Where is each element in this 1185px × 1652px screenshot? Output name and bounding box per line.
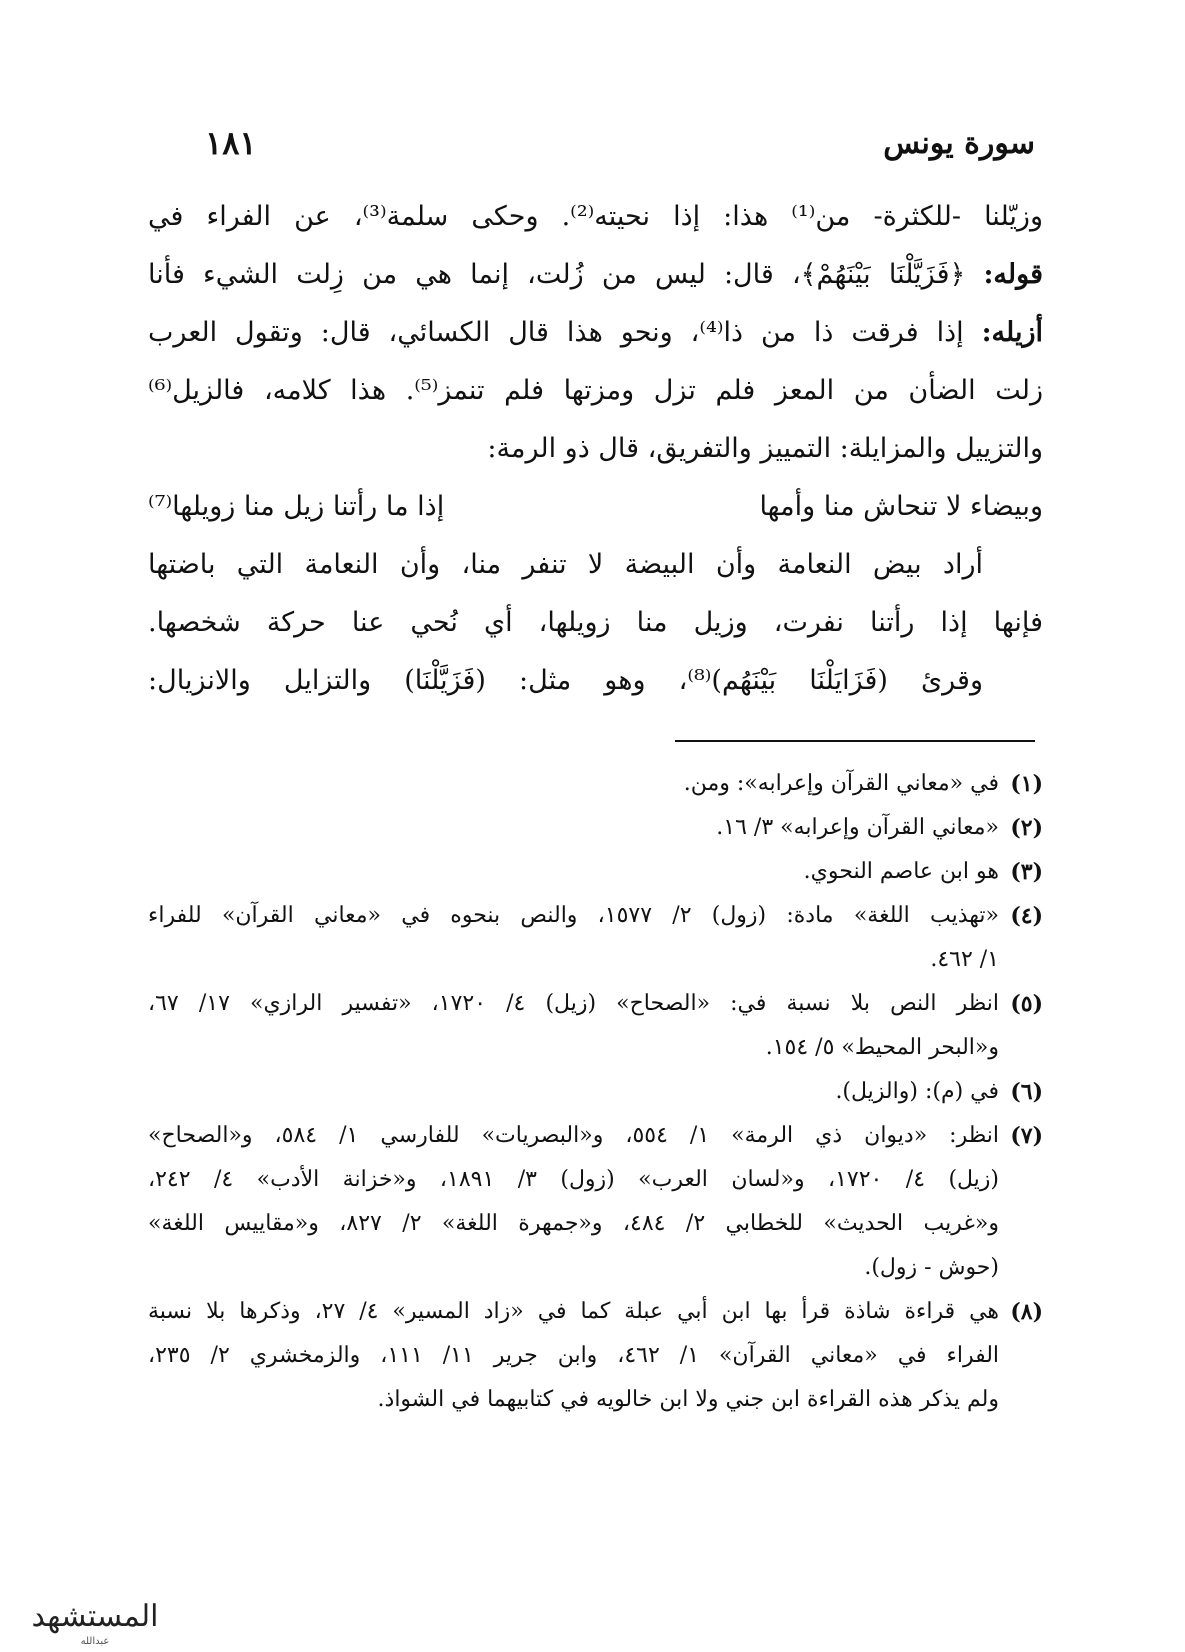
footnote-text: [148, 982, 999, 1070]
footnote-line: في (م): (والزيل).: [835, 1079, 999, 1104]
logo-text: المستشهد: [31, 1599, 159, 1634]
footnote-number: (٤): [1010, 903, 1043, 929]
footnote-line: «معاني القرآن وإعرابه» ٣/ ١٦.: [716, 815, 999, 840]
footnote-line: انظر النص بلا نسبة في: «الصحاح» (زيل) ٤/ ١٧٢٠، «تفسير الرازي» ١٧/ ٦٧،: [148, 991, 1000, 1016]
footnote-line: و«غريب الحديث» للخطابي ٢/ ٤٨٤، و«جمهرة اللغة» ٢/ ٨٢٧، و«مقاييس اللغة»: [148, 1211, 999, 1236]
footnote-number: (١): [1010, 771, 1043, 797]
footnote-4: [148, 894, 1043, 982]
text-line-1: وزيّلنا -للكثرة- من⁽¹⁾ هذا: إذا نحيته⁽²⁾. وحكى سلمة⁽³⁾، عن الفراء في: [148, 201, 1043, 232]
footnote-1: [148, 762, 1043, 806]
footnote-number: (٣): [1010, 859, 1043, 885]
footnote-line: في «معاني القرآن وإعرابه»: ومن.: [683, 771, 999, 796]
footnote-text: [148, 1290, 999, 1422]
text-line-3: [148, 304, 1043, 362]
footnote-text: [148, 850, 999, 894]
surah-title: سورة يونس: [883, 125, 1035, 161]
verse-second-hemistich: إذا ما رأتنا زيل منا زويلها⁽⁷⁾: [148, 491, 445, 522]
footnote-5: [148, 982, 1043, 1070]
footnote-line: انظر: «ديوان ذي الرمة» ١/ ٥٥٤، و«البصريات» للفارسي ١/ ٥٨٤، و«الصحاح»: [148, 1123, 1000, 1148]
footnote-line: (حوش - زول).: [864, 1255, 999, 1280]
poetry-verse: [148, 478, 1043, 536]
verse-first-hemistich: وبيضاء لا تنحاش منا وأمها: [759, 491, 1043, 522]
footnote-text: [148, 894, 999, 982]
main-text: [148, 188, 1043, 710]
footnote-text: [148, 762, 999, 806]
footnote-line: (زيل) ٤/ ١٧٢٠، و«لسان العرب» (زول) ٣/ ١٨٩١، و«خزانة الأدب» ٤/ ٢٤٢،: [148, 1167, 1000, 1192]
footnote-number: (٧): [1010, 1123, 1043, 1149]
text-line-5: والتزييل والمزايلة: التمييز والتفريق، قال ذو الرمة:: [487, 433, 1043, 464]
library-logo: [10, 1588, 180, 1648]
text-line-2: [148, 246, 1043, 304]
footnote-text: [148, 806, 999, 850]
text-line-9: وقرئ (فَزَايَلْنَا بَيْنَهُم)⁽⁸⁾، وهو مثل: (فَزَيَّلْنَا) والتزايل والانزيال:: [148, 665, 983, 696]
footnote-8: [148, 1290, 1043, 1422]
footnote-3: [148, 850, 1043, 894]
footnote-line: و«البحر المحيط» ٥/ ١٥٤.: [765, 1035, 999, 1060]
text-line-8: فإنها إذا رأتنا نفرت، وزيل منا زويلها، أي نُحي عنا حركة شخصها.: [148, 607, 1043, 638]
text-line-3-rest: إذا فرقت ذا من ذا⁽⁴⁾، ونحو هذا قال الكسائي، قال: وتقول العرب: [148, 317, 964, 348]
footnote-line: «تهذيب اللغة» مادة: (زول) ٢/ ١٥٧٧، والنص بنحوه في «معاني القرآن» للفراء: [148, 903, 1000, 928]
page-number: ١٨١: [205, 124, 257, 162]
text-line-7: أراد بيض النعامة وأن البيضة لا تنفر منا، وأن النعامة التي باضتها: [148, 549, 983, 580]
footnote-6: [148, 1070, 1043, 1114]
footnotes: [148, 762, 1043, 1422]
footnote-line: الفراء في «معاني القرآن» ١/ ٤٦٢، وابن جرير ١١/ ١١١، والزمخشري ٢/ ٢٣٥،: [148, 1343, 1000, 1368]
footnote-number: (٢): [1010, 815, 1043, 841]
footnote-number: (٥): [1010, 991, 1043, 1017]
footnote-number: (٦): [1010, 1079, 1043, 1105]
footnote-text: [148, 1070, 999, 1114]
footnote-2: [148, 806, 1043, 850]
text-line-2-rest: ﴿فَزَيَّلْنَا بَيْنَهُمْ﴾، قال: ليس من زُلت، إنما هي من زِلت الشيء فأنا: [148, 259, 966, 290]
footnote-7: [148, 1114, 1043, 1290]
footnote-number: (٨): [1010, 1299, 1043, 1325]
footnote-text: [148, 1114, 999, 1290]
footnote-line: ولم يذكر هذه القراءة ابن جني ولا ابن خالويه في كتابيهما في الشواذ.: [377, 1387, 999, 1412]
footnote-divider: [675, 740, 1035, 742]
text-line-2-lead: قوله:: [983, 259, 1043, 290]
calligraphy-logo-icon: [10, 1588, 180, 1648]
footnote-line: هو ابن عاصم النحوي.: [803, 859, 999, 884]
text-line-3-lead: أزيله:: [981, 317, 1043, 348]
footnote-line: هي قراءة شاذة قرأ بها ابن أبي عبلة كما في «زاد المسير» ٤/ ٢٧، وذكرها بلا نسبة: [148, 1299, 1000, 1324]
footnote-line: ١/ ٤٦٢.: [930, 947, 999, 972]
page-header: [205, 118, 1035, 168]
logo-subtext: عبدالله: [80, 1636, 110, 1647]
text-line-4: زلت الضأن من المعز فلم تزل ومزتها فلم تنمز⁽⁵⁾. هذا كلامه، فالزيل⁽⁶⁾: [148, 375, 1043, 406]
